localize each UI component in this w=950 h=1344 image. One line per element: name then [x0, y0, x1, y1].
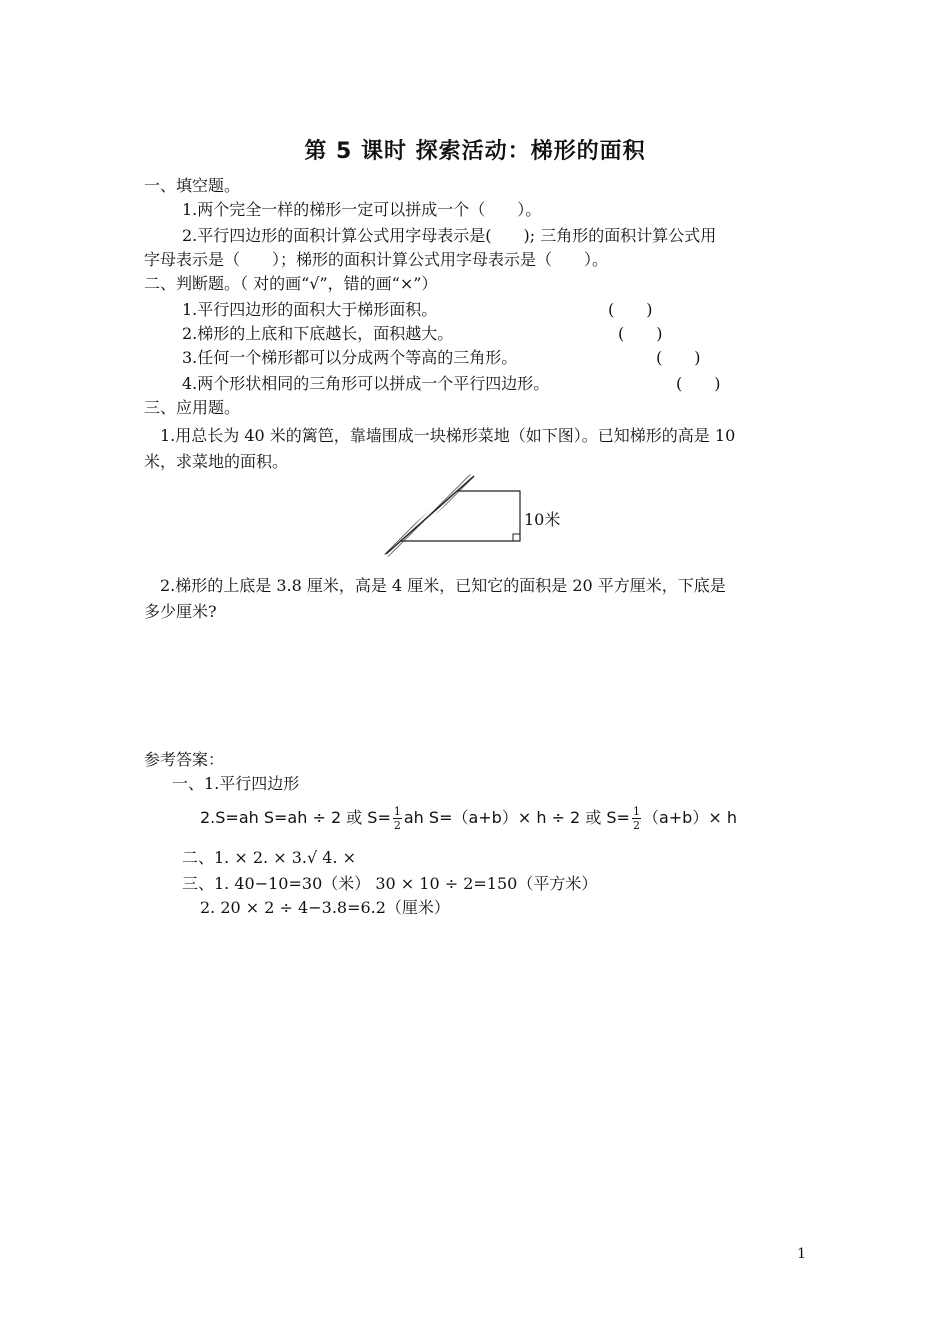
- true-false-answer-blank-4: ( ): [676, 374, 721, 393]
- fraction-denominator: 2: [632, 819, 640, 832]
- wall-line: [386, 476, 474, 554]
- section-application-heading: 三、应用题。: [144, 398, 241, 417]
- true-false-item-text: 4.两个形状相同的三角形可以拼成一个平行四边形。: [182, 374, 550, 393]
- right-angle-mark: [513, 534, 520, 541]
- true-false-item-1: [182, 298, 437, 322]
- page-title: 第 5 课时 探索活动：梯形的面积: [304, 139, 646, 164]
- true-false-item-text: 1.平行四边形的面积大于梯形面积。: [182, 300, 438, 319]
- section-fill-blank-heading: 一、填空题。: [144, 176, 241, 195]
- page-number: 1: [797, 1246, 806, 1262]
- answer-4: 三、1. 40−10=30（米） 30 × 10 ÷ 2=150（平方米）: [182, 874, 598, 893]
- fraction-numerator: 1: [393, 805, 401, 818]
- answer-2-part-3: （a+b）× h: [642, 808, 737, 827]
- answer-5: 2. 20 × 2 ÷ 4−3.8=6.2（厘米）: [200, 898, 450, 917]
- section-true-false-heading: 二、判断题。（ 对的画“√”，错的画“×”）: [144, 274, 438, 293]
- true-false-item-2: [182, 322, 453, 346]
- true-false-item-text: 3.任何一个梯形都可以分成两个等高的三角形。: [182, 348, 518, 367]
- fill-blank-question-1: 1.两个完全一样的梯形一定可以拼成一个（ ）。: [182, 200, 542, 219]
- fill-blank-question-2-line-2: 字母表示是（ ）；梯形的面积计算公式用字母表示是（ ）。: [144, 250, 609, 269]
- fraction-one-half: [393, 805, 402, 832]
- fraction-numerator: 1: [632, 805, 640, 818]
- application-question-2-line-2: 多少厘米?: [144, 602, 217, 621]
- true-false-item-4: [182, 372, 549, 396]
- application-question-1-line-1: 1.用总长为 40 米的篱笆，靠墙围成一块梯形菜地（如下图）。已知梯形的高是 10: [160, 426, 736, 445]
- answer-2-part-2: ah S=（a+b）× h ÷ 2 或 S=: [403, 808, 630, 827]
- fraction-denominator: 2: [393, 819, 401, 832]
- true-false-answer-blank-1: ( ): [608, 300, 653, 319]
- application-question-1-line-2: 米，求菜地的面积。: [144, 452, 289, 471]
- true-false-item-3: [182, 346, 517, 370]
- application-question-2-line-1: 2.梯形的上底是 3.8 厘米，高是 4 厘米，已知它的面积是 20 平方厘米，下底是: [160, 576, 726, 595]
- fraction-one-half: [632, 805, 641, 832]
- true-false-answer-blank-3: ( ): [656, 348, 701, 367]
- answers-heading: 参考答案：: [144, 750, 225, 769]
- true-false-item-text: 2.梯形的上底和下底越长，面积越大。: [182, 324, 454, 343]
- true-false-answer-blank-2: ( ): [618, 324, 663, 343]
- answer-3: 二、1. × 2. × 3.√ 4. ×: [182, 848, 356, 867]
- trapezoid-outline: [400, 491, 520, 541]
- answer-2-part-1: 2.S=ah S=ah ÷ 2 或 S=: [200, 808, 391, 827]
- height-label: 10米: [524, 510, 561, 529]
- answer-1: 一、1.平行四边形: [172, 774, 300, 793]
- answer-2-formulas: [200, 804, 737, 832]
- fill-blank-question-2-line-1: 2.平行四边形的面积计算公式用字母表示是( ); 三角形的面积计算公式用: [182, 226, 717, 245]
